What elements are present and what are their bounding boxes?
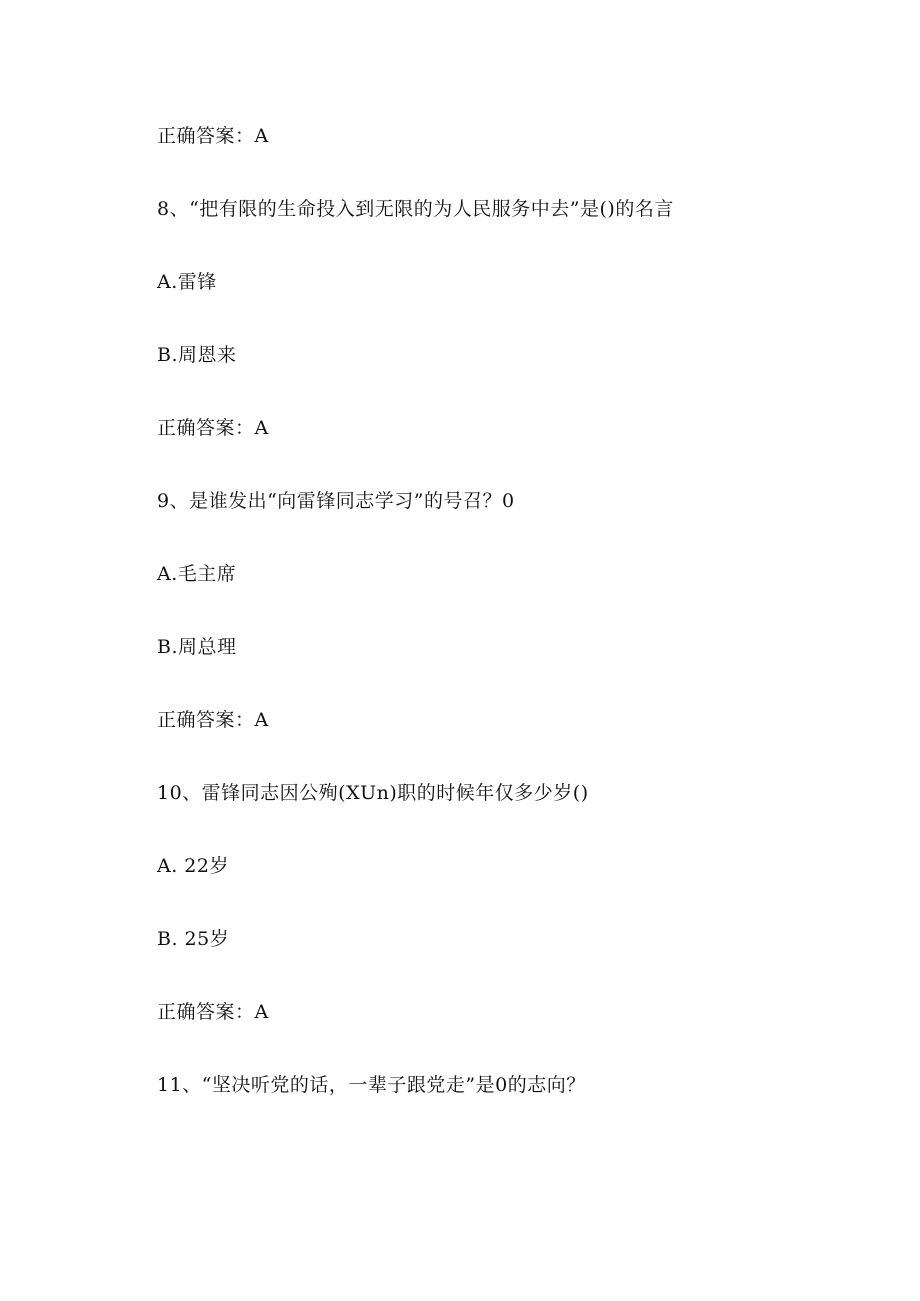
- question-11: 11、“坚决听党的话，一辈子跟党走”是0的志向？: [157, 1074, 586, 1096]
- answer-line: 正确答案：A: [157, 1001, 269, 1023]
- option-b: B.周总理: [157, 636, 237, 658]
- option-a: A.毛主席: [157, 563, 237, 585]
- answer-line: 正确答案：A: [157, 417, 269, 439]
- option-a: A. 22岁: [157, 855, 229, 877]
- question-9: 9、是谁发出“向雷锋同志学习”的号召？0: [157, 490, 515, 512]
- option-a: A.雷锋: [157, 271, 217, 293]
- answer-line: 正确答案：A: [157, 125, 269, 147]
- option-b: B.周恩来: [157, 344, 237, 366]
- question-10: 10、雷锋同志因公殉(XUn)职的时候年仅多少岁(): [157, 782, 589, 804]
- answer-line: 正确答案：A: [157, 709, 269, 731]
- question-8: 8、“把有限的生命投入到无限的为人民服务中去”是()的名言: [157, 198, 674, 220]
- option-b: B. 25岁: [157, 928, 230, 950]
